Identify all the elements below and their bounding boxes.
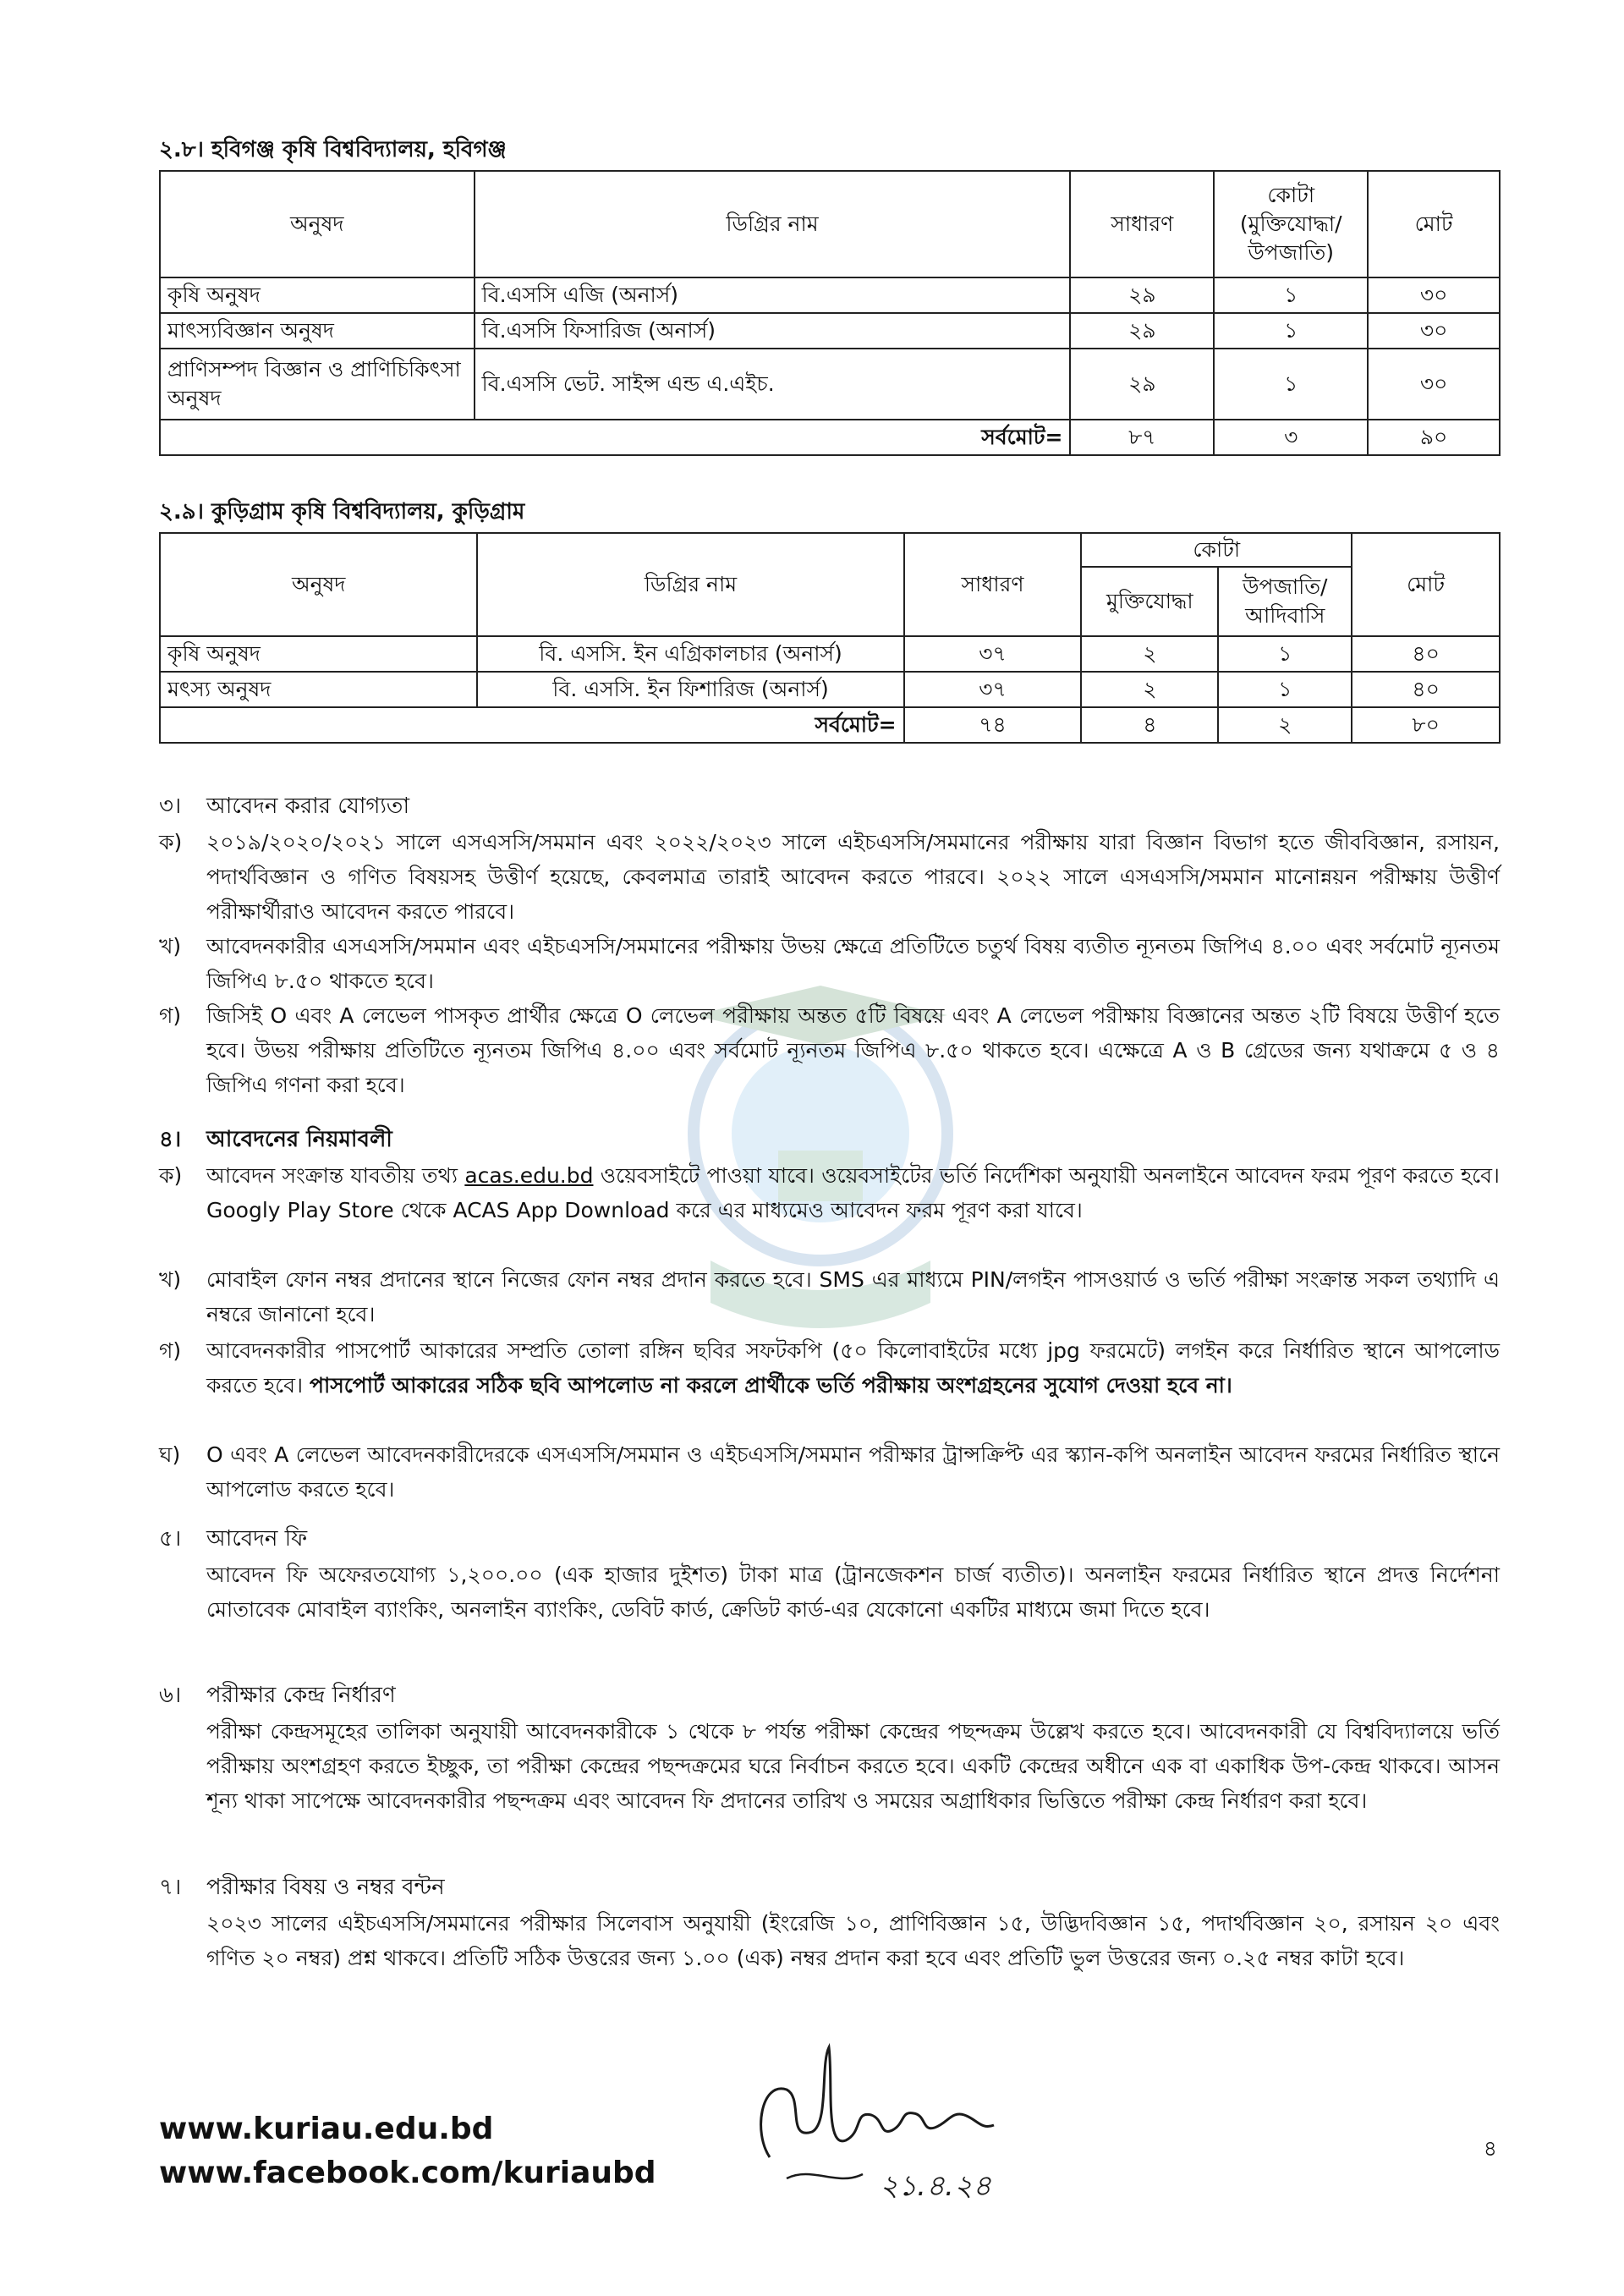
table-total-row [160,707,1500,743]
item-marker: ঘ) [159,1442,181,1467]
header-general: সাধারণ [904,533,1082,636]
quota-cell: ১ [1214,277,1368,313]
text-fragment: আবেদন সংক্রান্ত যাবতীয় তথ্য [206,1163,465,1188]
section-title: আবেদনের নিয়মাবলী [206,1127,392,1152]
header-general: সাধারণ [1070,171,1214,277]
list-item [159,1262,1500,1332]
degree-cell: বি.এসসি ভেট. সাইন্স এন্ড এ.এইচ. [475,349,1071,420]
table-header-row [160,533,1500,567]
item-text [206,1158,1500,1228]
item-marker: খ) [159,1267,182,1292]
quota-cell: ১ [1214,349,1368,420]
signature-date: ২১.৪.২৪ [880,2169,992,2203]
item-marker: গ) [159,1338,182,1363]
sum-general-cell: ৮৭ [1070,420,1214,455]
item-text: জিসিই O এবং A লেভেল পাসকৃত প্রার্থীর ক্ষেত্রে O লেভেল পরীক্ষায় অন্তত ৫টি বিষয়ে এবং A লেভেল পরীক্ষায় বিজ্ঞানের অন্তত ২টি বিষয়ে উত্তীর্ণ হতে হবে। উভয় পরীক্ষায় প্রতিটিতে ন্যূনতম জিপিএ ৪.০০ এবং সর্বমোট ন্যূনতম জিপিএ ৮.৫০ থাকতে হবে। এক্ষেত্রে A ও B গ্রেডের জন্য যথাক্রমে ৫ ও ৪ জিপিএ গণনা করা হবে। [206,1003,1500,1097]
habiganj-seat-table [159,170,1501,456]
table-row [160,277,1500,313]
quota-cell: ১ [1214,313,1368,349]
section-3-heading [159,790,409,822]
section-4-heading [159,1123,392,1156]
section-number: ৪। [159,1127,182,1152]
item-text [206,1333,1500,1403]
item-text: ২০১৯/২০২০/২০২১ সালে এসএসসি/সমমান এবং ২০২২/২০২৩ সালে এইচএসসি/সমমানের পরীক্ষায় যারা বিজ্ঞান বিভাগ হতে জীববিজ্ঞান, রসায়ন, পদার্থবিজ্ঞান ও গণিত বিষয়সহ উত্তীর্ণ হয়েছে, কেবলমাত্র তারাই আবেদন করতে পারবে। ২০২২ সালে এসএসসি/সমমান মানোন্নয়ন পরীক্ষায় উত্তীর্ণ পরীক্ষার্থীরাও আবেদন করতে পারবে। [206,830,1500,924]
faculty-cell: কৃষি অনুষদ [160,636,477,672]
total-cell: ৪০ [1352,672,1500,707]
header-freedom-fighter: মুক্তিযোদ্ধা [1081,567,1218,636]
item-marker: ক) [159,830,183,854]
item-text: মোবাইল ফোন নম্বর প্রদানের স্থানে নিজের ফোন নম্বর প্রদান করতে হবে। SMS এর মাধ্যমে PIN/লগইন পাসওয়ার্ড ও ভর্তি পরীক্ষা সংক্রান্ত সকল তথ্যাদি এ নম্বরে জানানো হবে। [206,1267,1500,1327]
section-6-text: পরীক্ষা কেন্দ্রসমূহের তালিকা অনুযায়ী আবেদনকারীকে ১ থেকে ৮ পর্যন্ত পরীক্ষা কেন্দ্রের পছন্দক্রম উল্লেখ করতে হবে। আবেদনকারী যে বিশ্ববিদ্যালয়ে ভর্তি পরীক্ষায় অংশগ্রহণ করতে ইচ্ছুক, তা পরীক্ষা কেন্দ্রের পছন্দক্রমের ঘরে নির্বাচন করতে হবে। একটি কেন্দ্রের অধীনে এক বা একাধিক উপ-কেন্দ্র থাকবে। আসন শূন্য থাকা সাপেক্ষে আবেদনকারীর পছন্দক্রম এবং আবেদন ফি প্রদানের তারিখ ও সময়ের অগ্রাধিকার ভিত্তিতে পরীক্ষা কেন্দ্র নির্ধারণ করা হবে। [206,1719,1500,1813]
table-row [160,349,1500,420]
general-cell: ২৯ [1070,313,1214,349]
section-title: আবেদন ফি [206,1526,308,1552]
website-link[interactable]: www.kuriau.edu.bd [159,2112,494,2146]
section-number: ৫। [159,1526,182,1552]
item-marker: খ) [159,934,182,958]
section-5-text: আবেদন ফি অফেরতযোগ্য ১,২০০.০০ (এক হাজার দুইশত) টাকা মাত্র (ট্রানজেকশন চার্জ ব্যতীত)। অনলাইন ফরমের নির্ধারিত স্থানে প্রদত্ত নির্দেশনা মোতাবেক মোবাইল ব্যাংকিং, অনলাইন ব্যাংকিং, ডেবিট কার্ড, ক্রেডিট কার্ড-এর যেকোনো একটির মাধ্যমে জমা দিতে হবে। [206,1563,1500,1622]
facebook-link[interactable]: www.facebook.com/kuriaubd [159,2156,656,2190]
text-fragment: আবেদনকারীর পাসপোর্ট আকারের সম্প্রতি তোলা রঙ্গিন ছবির সফটকপি (৫০ কিলোবাইটের মধ্যে jpg ফরমেটে) লগইন করে নির্ধারিত স্থানে আপলোড করতে হবে। [206,1338,1500,1398]
sum-total-cell: ৯০ [1368,420,1500,455]
general-cell: ২৯ [1070,349,1214,420]
section-6-heading [159,1679,396,1711]
section-title: আবেদন করার যোগ্যতা [206,794,409,819]
list-item [159,1437,1500,1507]
table-header-row [160,171,1500,277]
section-title: পরীক্ষার কেন্দ্র নির্ধারণ [206,1683,396,1708]
general-cell: ২৯ [1070,277,1214,313]
header-faculty: অনুষদ [160,533,477,636]
list-item [159,998,1500,1102]
section-title: পরীক্ষার বিষয় ও নম্বর বন্টন [206,1875,445,1900]
faculty-cell: প্রাণিসম্পদ বিজ্ঞান ও প্রাণিচিকিৎসা অনুষদ [160,349,475,420]
list-item [159,1158,1500,1228]
degree-cell: বি.এসসি এজি (অনার্স) [475,277,1071,313]
sum-tribal-cell: ২ [1218,707,1352,743]
sum-total-cell: ৮০ [1352,707,1500,743]
sum-ff-cell: ৪ [1081,707,1218,743]
section-number: ৩। [159,794,182,819]
kurigram-seat-table [159,532,1501,744]
ff-cell: ২ [1081,672,1218,707]
sum-quota-cell: ৩ [1214,420,1368,455]
header-total: মোট [1368,171,1500,277]
table-row [160,313,1500,349]
faculty-cell: কৃষি অনুষদ [160,277,475,313]
total-cell: ৪০ [1352,636,1500,672]
grand-total-label: সর্বমোট= [160,420,1070,455]
header-quota: কোটা [1081,533,1352,567]
total-cell: ৩০ [1368,277,1500,313]
header-tribal: উপজাতি/ আদিবাসি [1218,567,1352,636]
section-2-8-title: ২.৮। হবিগঞ্জ কৃষি বিশ্ববিদ্যালয়, হবিগঞ্জ [159,137,507,162]
table-total-row [160,420,1500,455]
table-row [160,636,1500,672]
header-degree: ডিগ্রির নাম [477,533,903,636]
section-7-text: ২০২৩ সালের এইচএসসি/সমমানের পরীক্ষার সিলেবাস অনুযায়ী (ইংরেজি ১০, প্রাণিবিজ্ঞান ১৫, উদ্ভিদবিজ্ঞান ১৫, পদার্থবিজ্ঞান ২০, রসায়ন ২০ এবং গণিত ২০ নম্বর) প্রশ্ন থাকবে। প্রতিটি সঠিক উত্তরের জন্য ১.০০ (এক) নম্বর প্রদান করা হবে এবং প্রতিটি ভুল উত্তরের জন্য ০.২৫ নম্বর কাটা হবে। [206,1911,1500,1970]
handwritten-signature [736,2030,1040,2216]
page-number: ৪ [1483,2136,1497,2161]
grand-total-label: সর্বমোট= [160,707,904,743]
list-item [159,929,1500,998]
bold-warning-text: পাসপোর্ট আকারের সঠিক ছবি আপলোড না করলে প্রার্থীকে ভর্তি পরীক্ষায় অংশগ্রহনের সুযোগ দেওয়া হবে না। [309,1373,1232,1398]
general-cell: ৩৭ [904,672,1082,707]
item-text: আবেদনকারীর এসএসসি/সমমান এবং এইচএসসি/সমমানের পরীক্ষায় উভয় ক্ষেত্রে প্রতিটিতে চতুর্থ বিষয় ব্যতীত ন্যূনতম জিপিএ ৪.০০ এবং সর্বমোট ন্যূনতম জিপিএ ৮.৫০ থাকতে হবে। [206,934,1500,993]
faculty-cell: মৎস্য অনুষদ [160,672,477,707]
item-text: O এবং A লেভেল আবেদনকারীদেরকে এসএসসি/সমমান ও এইচএসসি/সমমান পরীক্ষার ট্রান্সক্রিপ্ট এর স্ক্যান-কপি অনলাইন আবেদন ফরমের নির্ধারিত স্থানে আপলোড করতে হবে। [206,1442,1500,1502]
section-number: ৬। [159,1683,182,1708]
section-number: ৭। [159,1875,182,1900]
degree-cell: বি.এসসি ফিসারিজ (অনার্স) [475,313,1071,349]
list-item [159,825,1500,929]
tribal-cell: ১ [1218,672,1352,707]
faculty-cell: মাৎস্যবিজ্ঞান অনুষদ [160,313,475,349]
header-faculty: অনুষদ [160,171,475,277]
item-marker: গ) [159,1003,182,1028]
acas-website-link[interactable]: acas.edu.bd [464,1163,594,1188]
section-5-heading [159,1523,307,1555]
item-marker: ক) [159,1163,183,1188]
general-cell: ৩৭ [904,636,1082,672]
degree-cell: বি. এসসি. ইন এগ্রিকালচার (অনার্স) [477,636,903,672]
header-degree: ডিগ্রির নাম [475,171,1071,277]
degree-cell: বি. এসসি. ইন ফিশারিজ (অনার্স) [477,672,903,707]
total-cell: ৩০ [1368,349,1500,420]
list-item [159,1333,1500,1403]
section-2-9-title: ২.৯। কুড়িগ্রাম কৃষি বিশ্ববিদ্যালয়, কুড়িগ্রাম [159,499,525,525]
ff-cell: ২ [1081,636,1218,672]
section-7-heading [159,1871,445,1903]
header-quota: কোটা (মুক্তিযোদ্ধা/ উপজাতি) [1214,171,1368,277]
text-fragment: ওয়েবসাইটে পাওয়া যাবে। ওয়েবসাইটের ভর্তি নির্দেশিকা অনুযায়ী অনলাইনে আবেদন ফরম পূরণ করতে হবে। Googly Play Store থেকে ACAS App Download করে এর মাধ্যমেও আবেদন ফরম পূরণ করা যাবে। [206,1163,1500,1222]
total-cell: ৩০ [1368,313,1500,349]
tribal-cell: ১ [1218,636,1352,672]
sum-general-cell: ৭৪ [904,707,1082,743]
table-row [160,672,1500,707]
header-total: মোট [1352,533,1500,636]
